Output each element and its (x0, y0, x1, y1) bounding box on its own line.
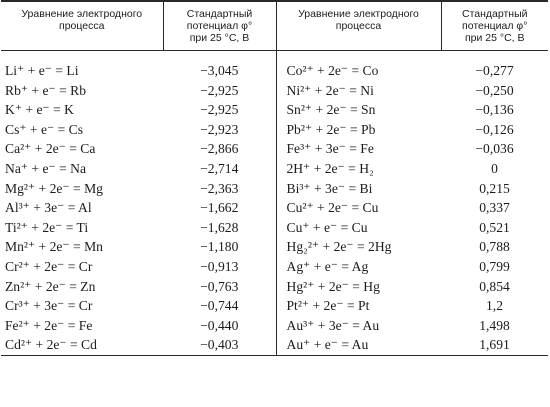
equation-left: Ti²⁺ + 2e⁻ = Ti (5, 219, 89, 235)
header-equation-right: Уравнение электродного процесса (276, 1, 441, 51)
equation-right: Pb²⁺ + 2e⁻ = Pb (276, 120, 441, 140)
potential-left: −1,628 (200, 219, 239, 235)
potential-left: −2,925 (200, 102, 239, 118)
equation-right: Co²⁺ + 2e⁻ = Co (276, 51, 441, 81)
header-potential-line1: Стандартный (186, 8, 253, 20)
equation-left: K⁺ + e⁻ = K (5, 102, 74, 118)
equation-left: Ca²⁺ + 2e⁻ = Ca (5, 141, 96, 157)
table-row (1, 159, 548, 179)
header-potential-line3: при 25 °С, В (464, 32, 525, 44)
potential-left: −3,045 (200, 63, 239, 78)
potential-right: −0,277 (475, 63, 514, 78)
equation-left: Mg²⁺ + 2e⁻ = Mg (5, 180, 103, 196)
header-potential-line2: потенциал φ° (186, 20, 253, 32)
equation-right: Sn²⁺ + 2e⁻ = Sn (276, 100, 441, 120)
potential-left: −1,180 (200, 239, 239, 255)
potential-right: 0,521 (479, 219, 510, 235)
potential-right: 1,691 (441, 335, 548, 355)
equation-left: Mn²⁺ + 2e⁻ = Mn (5, 239, 103, 255)
table-row (1, 198, 548, 218)
equation-right: Ag⁺ + e⁻ = Ag (276, 257, 441, 277)
header-potential-right (441, 1, 548, 51)
equation-right: Fe³⁺ + 3e⁻ = Fe (276, 139, 441, 159)
equation-left: Cs⁺ + e⁻ = Cs (5, 121, 84, 137)
table-row (1, 316, 548, 336)
header-potential-line2: потенциал φ° (462, 20, 528, 32)
equation-left: Cr²⁺ + 2e⁻ = Cr (5, 258, 93, 274)
equation-right: Cu²⁺ + 2e⁻ = Cu (276, 198, 441, 218)
table-row (1, 335, 548, 355)
equation-left: Rb⁺ + e⁻ = Rb (5, 82, 87, 98)
equation-right: Pt²⁺ + 2e⁻ = Pt (276, 296, 441, 316)
standard-potentials-table (1, 0, 548, 356)
equation-left: Al³⁺ + 3e⁻ = Al (5, 200, 92, 216)
potential-right: 0,854 (479, 278, 510, 294)
header-potential-line3: при 25 °С, В (189, 32, 250, 44)
potential-left: −0,403 (163, 335, 276, 355)
table-row (1, 51, 548, 81)
potentials-document (1, 0, 548, 407)
potential-right: 0,788 (479, 239, 510, 255)
equation-left: Li⁺ + e⁻ = Li (5, 63, 79, 78)
potential-left: −1,662 (200, 200, 239, 216)
header-potential-left (163, 1, 276, 51)
equation-left: Fe²⁺ + 2e⁻ = Fe (5, 317, 93, 333)
table-row (1, 179, 548, 199)
table-row (1, 277, 548, 297)
table-row (1, 296, 548, 316)
equation-left: Cr³⁺ + 3e⁻ = Cr (5, 298, 93, 314)
potential-right: 0 (491, 160, 498, 176)
equation-right: Hg²⁺ + 2e⁻ = Hg (276, 277, 441, 297)
potential-right: 0,799 (479, 258, 510, 274)
potential-right: 0,337 (479, 200, 510, 216)
table-body (1, 51, 548, 356)
potential-left: −2,923 (200, 121, 239, 137)
table-row (1, 81, 548, 101)
table-row (1, 218, 548, 238)
potential-left: −0,763 (200, 278, 239, 294)
table-row (1, 120, 548, 140)
potential-left: −0,913 (200, 258, 239, 274)
header-potential-line1: Стандартный (461, 8, 528, 20)
potential-left: −2,866 (200, 141, 239, 157)
equation-right: Hg₂²⁺ + 2e⁻ = 2Hg (276, 237, 441, 257)
potential-right: −0,250 (475, 82, 514, 98)
potential-right: 1,498 (479, 317, 510, 333)
equation-right: Cu⁺ + e⁻ = Cu (276, 218, 441, 238)
equation-left: Zn²⁺ + 2e⁻ = Zn (5, 278, 96, 294)
table-row (1, 257, 548, 277)
potential-left: −2,925 (200, 82, 239, 98)
potential-left: −0,440 (200, 317, 239, 333)
potential-left: −2,714 (200, 160, 239, 176)
potential-right: 0,215 (479, 180, 510, 196)
header-equation-left: Уравнение электродного процесса (1, 1, 163, 51)
potential-right: −0,036 (475, 141, 514, 157)
equation-right: Ni²⁺ + 2e⁻ = Ni (276, 81, 441, 101)
equation-right: Bi³⁺ + 3e⁻ = Bi (276, 179, 441, 199)
potential-right: 1,2 (486, 298, 503, 314)
table-header-row (1, 1, 548, 51)
equation-right: 2H⁺ + 2e⁻ = H₂ (276, 159, 441, 179)
potential-right: −0,126 (475, 121, 514, 137)
potential-right: −0,136 (475, 102, 514, 118)
equation-left: Cd²⁺ + 2e⁻ = Cd (1, 335, 163, 355)
equation-right: Au³⁺ + 3e⁻ = Au (276, 316, 441, 336)
table-row (1, 139, 548, 159)
potential-left: −2,363 (200, 180, 239, 196)
potential-left: −0,744 (200, 298, 239, 314)
table-row (1, 237, 548, 257)
table-row (1, 100, 548, 120)
equation-left: Na⁺ + e⁻ = Na (5, 160, 87, 176)
equation-right: Au⁺ + e⁻ = Au (276, 335, 441, 355)
